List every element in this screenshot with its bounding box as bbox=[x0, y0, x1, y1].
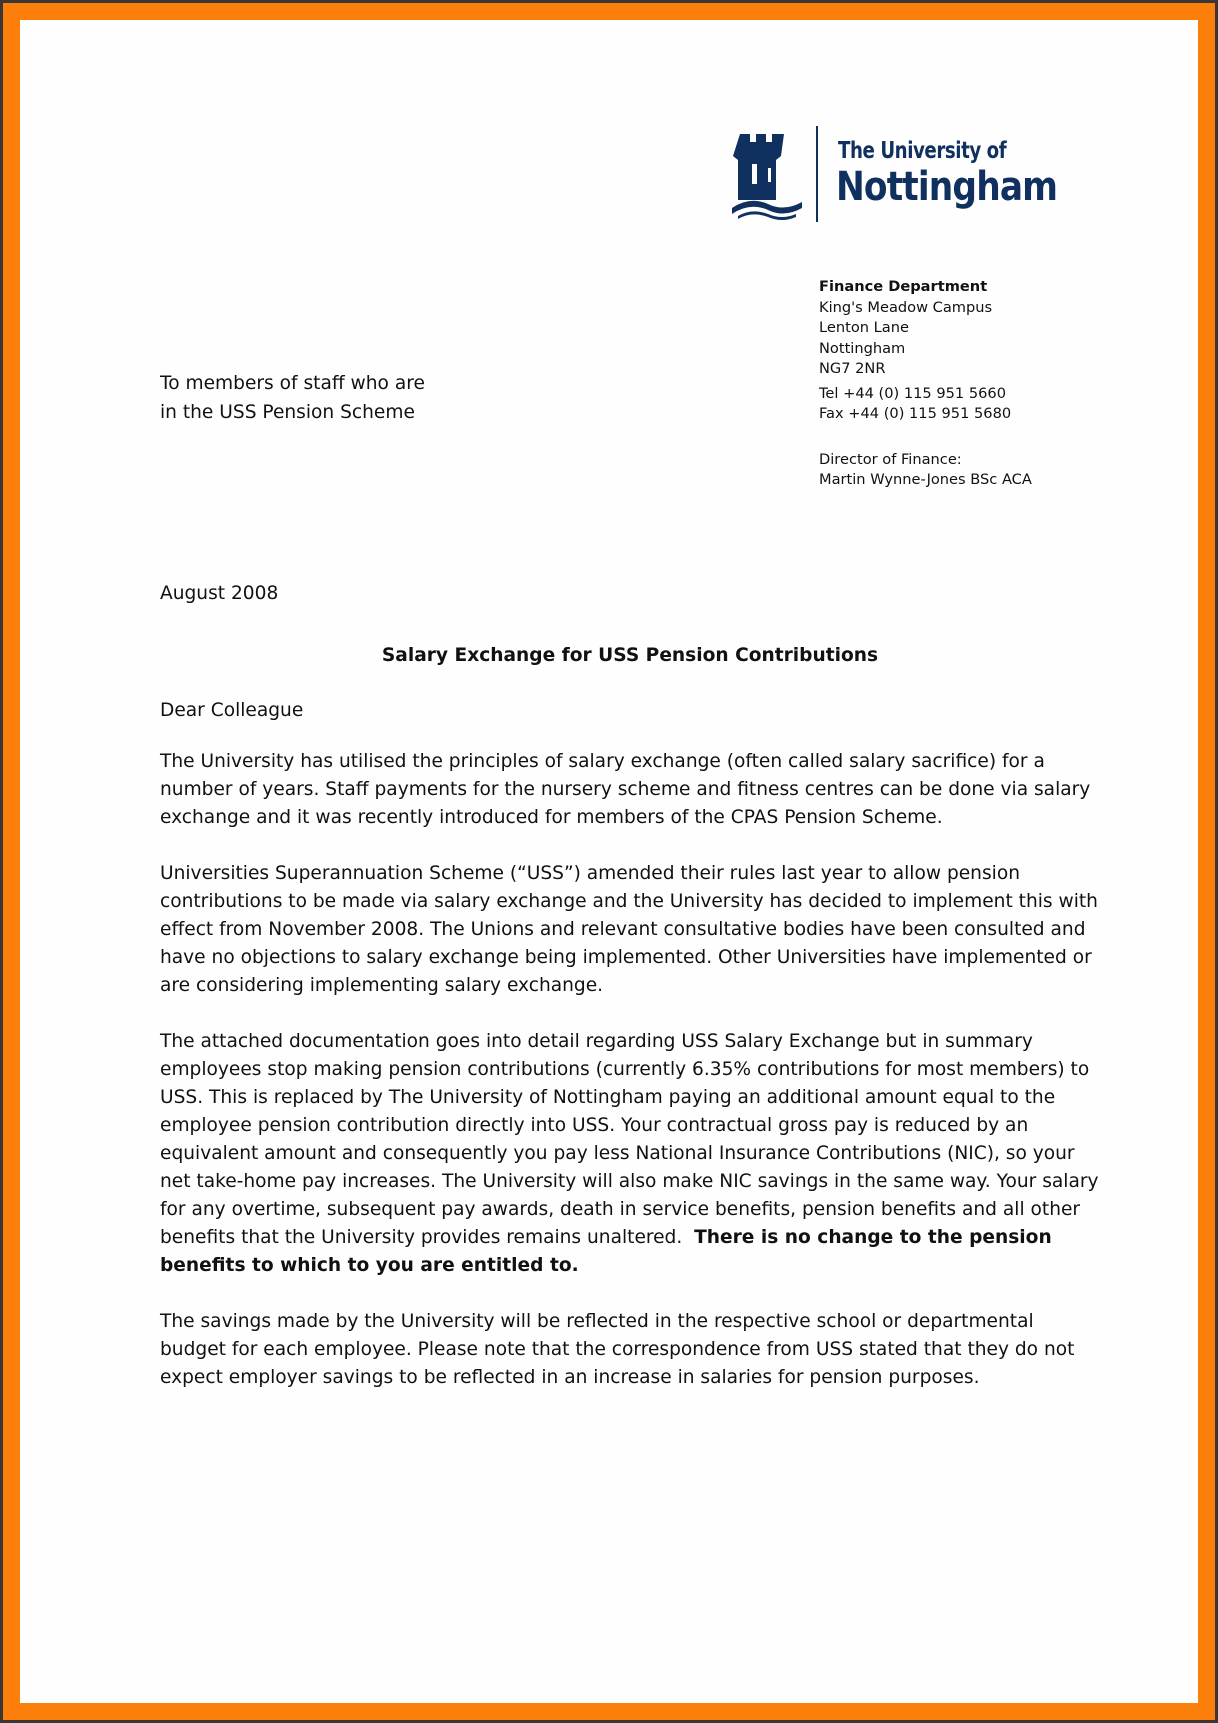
sender-address bbox=[819, 277, 1032, 491]
letter-date: August 2008 bbox=[160, 583, 279, 604]
letter-subject: Salary Exchange for USS Pension Contributions bbox=[381, 645, 879, 666]
telephone: Tel +44 (0) 115 951 5660 bbox=[819, 384, 1006, 402]
paragraph: Universities Superannuation Scheme (“USS”) amended their rules last year to allow pension contributions to be made via salary exchange and the University has decided to implement this with effect from November 2008. The Unions and relevant consultative bodies have been consulted and have no objections to salary exchange being implemented. Other Universities have implemented or are considering implementing salary exchange. bbox=[160, 863, 1098, 996]
fax: Fax +44 (0) 115 951 5680 bbox=[819, 405, 1012, 422]
logo-text-line2: Nottingham bbox=[836, 164, 1058, 210]
castle-tower-crest-icon bbox=[732, 128, 802, 220]
salutation: Dear Colleague bbox=[160, 700, 304, 721]
recipient-line: To members of staff who are bbox=[160, 373, 425, 394]
paragraph: The savings made by the University will be reflected in the respective school or departmental budget for each employee. Please note that the correspondence from USS stated that they do not expect employer savings to be reflected in an increase in salaries for pension purposes. bbox=[160, 1311, 1075, 1388]
paragraph: The University has utilised the principles of salary exchange (often called salary sacrifice) for a number of years. Staff payments for the nursery scheme and fitness centres can be done via salary exchange and it was recently introduced for members of the CPAS Pension Scheme. bbox=[160, 751, 1091, 828]
address-line: NG7 2NR bbox=[819, 360, 886, 377]
recipient-line: in the USS Pension Scheme bbox=[160, 402, 415, 423]
paragraph bbox=[160, 1028, 1105, 1280]
logo-text-line1: The University of bbox=[838, 138, 1007, 164]
paragraph-emphasis: There is no change to the pension benefits to which to you are entitled to. bbox=[160, 1227, 1052, 1276]
letter-page bbox=[20, 20, 1198, 1703]
recipient-block bbox=[160, 369, 425, 427]
address-line: Nottingham bbox=[819, 339, 906, 357]
address-line: King's Meadow Campus bbox=[819, 298, 993, 316]
university-logo bbox=[732, 108, 1082, 228]
address-line: Lenton Lane bbox=[819, 319, 909, 336]
department-name: Finance Department bbox=[819, 278, 988, 295]
director-name: Martin Wynne-Jones BSc ACA bbox=[819, 471, 1032, 488]
logo-divider bbox=[816, 126, 818, 222]
paragraph-text: The attached documentation goes into detail regarding USS Salary Exchange but in summary employees stop making pension contributions (currently 6.35% contributions for most members) to USS. This is replaced by The University of Nottingham paying an additional amount equal to the employee pension contribution directly into USS. Your contractual gross pay is reduced by an equivalent amount and consequently you pay less National Insurance Contributions (NIC), so your net take-home pay increases. The University will also make NIC savings in the same way. Your salary for any overtime, subsequent pay awards, death in service benefits, pension benefits and all other benefits that the University provides remains unaltered. bbox=[160, 1031, 1099, 1248]
director-label: Director of Finance: bbox=[819, 450, 962, 468]
letter-body bbox=[160, 748, 1105, 1420]
